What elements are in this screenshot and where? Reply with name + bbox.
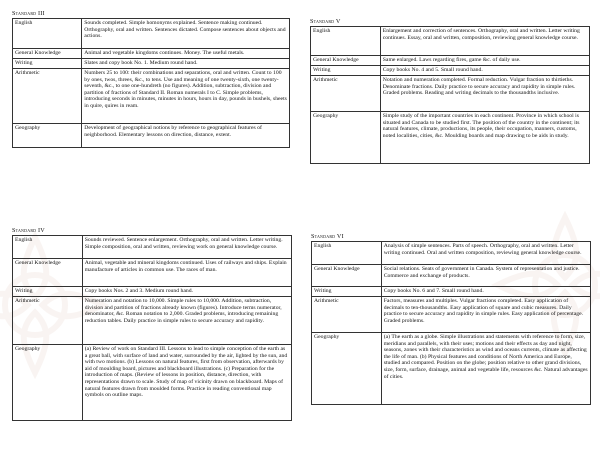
subject-cell: Arithmetic xyxy=(312,297,382,333)
table-row xyxy=(311,112,590,164)
table-row xyxy=(311,56,590,66)
subject-cell: Geography xyxy=(312,333,382,405)
table-row xyxy=(312,265,591,287)
table-row xyxy=(311,76,590,112)
table-row xyxy=(13,287,292,297)
table-row xyxy=(13,297,292,345)
description-cell: Copy books Nos. 2 and 3. Medium round hand. xyxy=(82,287,291,297)
description-cell: (a) The earth as a globe. Simple illustrations and statements with reference to form, size, meridians and parallels, with their uses; motions and their effects as day and night, seasons, zones with their characteristics as wind and oceans currents, climate as affecting the life of man. (b) Physical features and conditions of North America and Europe, studied and compared. Position on the globe; position relative to other grand divisions, size, form, surface, drainage, animal and vegetable life, resources &c. Natural advantages of cities. xyxy=(381,333,590,405)
standard-title: Standard III xyxy=(12,10,45,17)
description-cell: Sounds reviewed. Sentence enlargement. Orthography, oral and written. Letter writing. Simple composition, oral and written, reviewing work on general knowledge course. xyxy=(82,236,291,259)
curriculum-table xyxy=(12,235,292,421)
table-row xyxy=(13,345,292,421)
subject-cell: English xyxy=(13,19,82,49)
curriculum-table xyxy=(311,241,591,405)
description-cell: Development of geographical notions by reference to geographical features of neighborhood. Elementary lessons on direction, distance, extent. xyxy=(82,124,290,148)
subject-cell: English xyxy=(312,242,382,265)
table-row xyxy=(13,124,290,148)
standard-iii-block xyxy=(12,9,290,148)
description-cell: Factors, measures and multiples. Vulgar fractions completed. Easy application of decimals to ten-thousandths. Easy application of square and cubic measures. Daily practice to secure accuracy and rapidity in simple rules. Easy application of percentage. Graded problems. xyxy=(381,297,590,333)
table-row xyxy=(13,59,290,69)
description-cell: Analysis of simple sentences. Parts of speech. Orthography, oral and written. Letter writing continued. Oral and written composition, reviewing general knowledge course. xyxy=(381,242,590,265)
standard-title: Standard VI xyxy=(311,233,344,240)
description-cell: Enlargement and correction of sentences. Orthography, oral and written. Letter writing continues. Essay, oral and written, composition, reviewing general knowledge course. xyxy=(380,27,589,56)
description-cell: (a) Review of work on Standard III. Lessons to lead to simple conception of the earth as a great ball, with surface of land and water, surrounded by the air, lighted by the sun, and with two motions. (b) Lessons on natural features, first from observation, afterwards by aid of moulding board, pictures and blackboard illustrations. (c) Preparation for the introduction of maps. (Review of lessons in position, distance, direction, with representations drawn to scale. Study of map of vicinity drawn on blackboard. Maps of natural features drawn from moulded forms. Practice in reading conventional map symbols on outline maps. xyxy=(82,345,291,421)
subject-cell: Writing xyxy=(13,287,83,297)
subject-cell: Arithmetic xyxy=(13,297,83,345)
description-cell: Animal, vegetable and mineral kingdoms continued. Uses of railways and ships. Explain manufacture of articles in common use. The races of man. xyxy=(82,259,291,287)
standard-v-block xyxy=(310,17,590,164)
subject-cell: English xyxy=(311,27,381,56)
curriculum-table xyxy=(310,26,590,164)
table-row xyxy=(13,69,290,124)
table-row xyxy=(13,49,290,59)
description-cell: Notation and numeration completed. Formal reduction. Vulgar fraction to thirtieths. Denominate fractions. Daily practice to secure accuracy and rapidity in simple rules. Graded problems. Reading and writing decimals to the thousandths inclusive. xyxy=(380,76,589,112)
standard-vi-block xyxy=(311,232,591,405)
description-cell: Numeration and notation to 10,000. Simple rules to 10,000. Addition, subtraction, division and partition of fractions already known (figures). Introduce terms numerator, denominator, &c. Roman notation to 2,000. Graded problems, introducing remaining reduction tables. Daily practice in simple rules to secure accuracy and rapidity. xyxy=(82,297,291,345)
description-cell: Animal and vegetable kingdoms continues. Money. The useful metals. xyxy=(82,49,290,59)
subject-cell: General Knowledge xyxy=(311,56,381,66)
subject-cell: Geography xyxy=(13,345,83,421)
table-row xyxy=(312,297,591,333)
description-cell: Sounds completed. Simple homonyms explained. Sentence making continued. Orthography, oral and written. Sentences dictated. Compose sentences about objects and actions. xyxy=(82,19,290,49)
description-cell: Slates and copy book No. 1. Medium round hand. xyxy=(82,59,290,69)
subject-cell: Arithmetic xyxy=(13,69,82,124)
standard-title: Standard IV xyxy=(12,227,45,234)
table-row xyxy=(312,333,591,405)
description-cell: Social relations. Seats of government in Canada. System of representation and justice. Commerce and exchange of products. xyxy=(381,265,590,287)
subject-cell: General Knowledge xyxy=(312,265,382,287)
table-row xyxy=(312,242,591,265)
subject-cell: Writing xyxy=(13,59,82,69)
subject-cell: Writing xyxy=(311,66,381,76)
table-row xyxy=(312,287,591,297)
description-cell: Numbers 25 to 100: their combinations and separations, oral and written. Count to 100 by ones, twos, threes, &c., to tens. Use and meaning of one twenty-sixth, one twenty-seventh, &c., to one one-hundreth (no figures). Addition, subtraction, division and partition of fractions of Standard II. Roman numerals I to C. Simple problems, introducing seconds in minutes, minutes in hours, hours in day, pounds in bushels, sheets in quire, quires in ream. xyxy=(82,69,290,124)
subject-cell: Geography xyxy=(311,112,381,164)
standard-iv-block xyxy=(12,226,292,421)
description-cell: Copy books No. 4 and 5. Small round hand. xyxy=(380,66,589,76)
table-row xyxy=(311,27,590,56)
description-cell: Copy books No. 6 and 7. Small round hand. xyxy=(381,287,590,297)
table-row xyxy=(311,66,590,76)
description-cell: Same enlarged. Laws regarding fires, game &c. of daily use. xyxy=(380,56,589,66)
subject-cell: General Knowledge xyxy=(13,259,83,287)
subject-cell: Writing xyxy=(312,287,382,297)
subject-cell: General Knowledge xyxy=(13,49,82,59)
table-row xyxy=(13,259,292,287)
table-row xyxy=(13,236,292,259)
standard-title: Standard V xyxy=(310,18,341,25)
table-row xyxy=(13,19,290,49)
subject-cell: Geography xyxy=(13,124,82,148)
subject-cell: Arithmetic xyxy=(311,76,381,112)
curriculum-table xyxy=(12,18,290,148)
description-cell: Simple study of the important countries in each continent. Province in which school is situated and Canada to be studied first. The position of the country in the continent; its natural features, climate, productions, its people, their occupation, manners, customs, noted localities, cities, &c. Moulding boards and map drawing to be aids in study. xyxy=(380,112,589,164)
subject-cell: English xyxy=(13,236,83,259)
